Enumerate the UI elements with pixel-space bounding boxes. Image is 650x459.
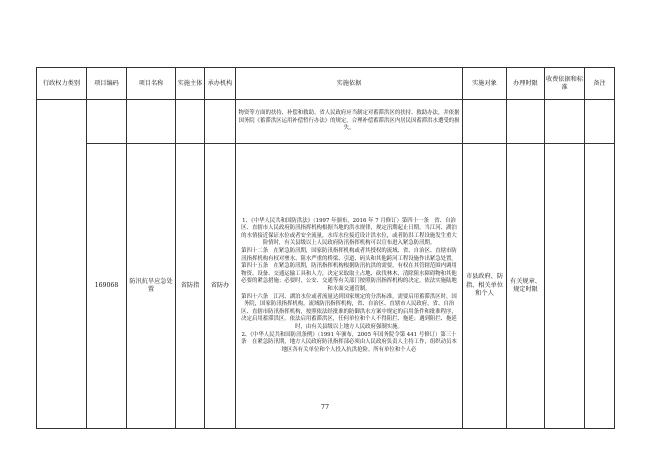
col-header-category: 行政权力类别 xyxy=(37,68,87,100)
col-header-remark: 备注 xyxy=(585,68,615,100)
subject-cell: 省防指 xyxy=(176,144,205,429)
page-number: 77 xyxy=(320,403,330,411)
category-cell xyxy=(37,100,87,429)
basis-paragraph: 2、《中华人民共和国防汛条例》（1991 年颁布，2005 年国务院令第 441 号修订）第三十条 在紧急防汛期，地方人民政府防汛指挥部必须由人民政府负责人主持工作，组织动员本地区各有关单位和个人投入抗洪抢险。所有单位和个人必 xyxy=(241,331,457,353)
basis-cell xyxy=(236,144,463,429)
permission-table xyxy=(36,67,615,429)
col-header-basis: 实施依据 xyxy=(236,68,463,100)
header-row xyxy=(37,68,615,100)
col-header-deadline: 办理时限 xyxy=(507,68,545,100)
table-row xyxy=(37,144,615,429)
table-row xyxy=(37,100,615,144)
subject-cell xyxy=(176,100,205,144)
code-cell xyxy=(87,100,127,144)
office-cell xyxy=(205,100,236,144)
col-header-office: 承办机构 xyxy=(205,68,236,100)
col-header-target: 实施对象 xyxy=(463,68,507,100)
target-cell xyxy=(463,100,507,144)
col-header-fee: 收费依据和标准 xyxy=(545,68,585,100)
basis-paragraph: 物资等方面的扶持、补偿和救助。省人民政府应当制定对蓄滞洪区的扶持、救助办法，并依据国务院《蓄滞洪区运用补偿暂行办法》的规定，合理补偿蓄滞洪区内居民因蓄滞洪水遭受的损失。 xyxy=(238,110,460,132)
name-cell: 防汛抗旱应急处置 xyxy=(127,144,176,429)
deadline-cell: 有关规章、规定时限 xyxy=(507,144,545,429)
target-cell: 市县政府、防指、相关单位和个人 xyxy=(463,144,507,429)
name-cell xyxy=(127,100,176,144)
deadline-cell xyxy=(507,100,545,144)
col-header-name: 项目名称 xyxy=(127,68,176,100)
basis-paragraph: 1、《中华人民共和国防洪法》（1997 年颁布，2016 年 7 月修订）第四十一条 省、自治区、直辖市人民政府防汛指挥机构根据当地的洪水规律，规定汛期起止日期。当江河、湖泊的水情接近保证水位或者安全流量，水库水位接近设计洪水位，或者防洪工程设施发生重大险情时，有关县级以上人民政府防汛指挥机构可以宣布进入紧急防汛期。 xyxy=(241,217,457,247)
office-cell: 省防办 xyxy=(205,144,236,429)
code-cell: 169068 xyxy=(87,144,127,429)
col-header-code: 项目编码 xyxy=(87,68,127,100)
col-header-subject: 实施主体 xyxy=(176,68,205,100)
basis-paragraph: 第四十六条 江河、湖泊水位或者流量达到国家规定的分洪标准，需要启用蓄滞洪区时，国务院，国家防汛指挥机构，流域防汛指挥机构，省、自治区、直辖市人民政府，省、自治区、直辖市防汛指挥机构，按照依法经批准的防御洪水方案中规定的启用条件和批准程序，决定启用蓄滞洪区。依法启用蓄滞洪区，任何单位和个人不得阻拦、拖延；遇到阻拦、拖延时，由有关县级以上地方人民政府强制实施。 xyxy=(241,293,457,330)
remark-cell xyxy=(585,144,615,429)
basis-paragraph: 第四十五条 在紧急防汛期，防汛指挥机构根据防汛抗洪的需要，有权在其管辖范围内调用物资、设备、交通运输工具和人力，决定采取取土占地、砍伐林木、清除阻水障碍物和其他必要的紧急措施；必要时，公安、交通等有关部门按照防汛指挥机构的决定，依法实施陆地和水面交通管制。 xyxy=(241,263,457,292)
remark-cell xyxy=(585,100,615,144)
basis-cell xyxy=(236,100,463,144)
fee-cell xyxy=(545,144,585,429)
fee-cell xyxy=(545,100,585,144)
basis-paragraph: 第四十二条 在紧急防汛期，国家防汛指挥机构或者其授权的流域、省、自治区、直辖市防汛指挥机构有权对壅水、阻水严重的桥梁、引道、码头和其他跨河工程设施作出紧急处置。 xyxy=(241,248,457,262)
